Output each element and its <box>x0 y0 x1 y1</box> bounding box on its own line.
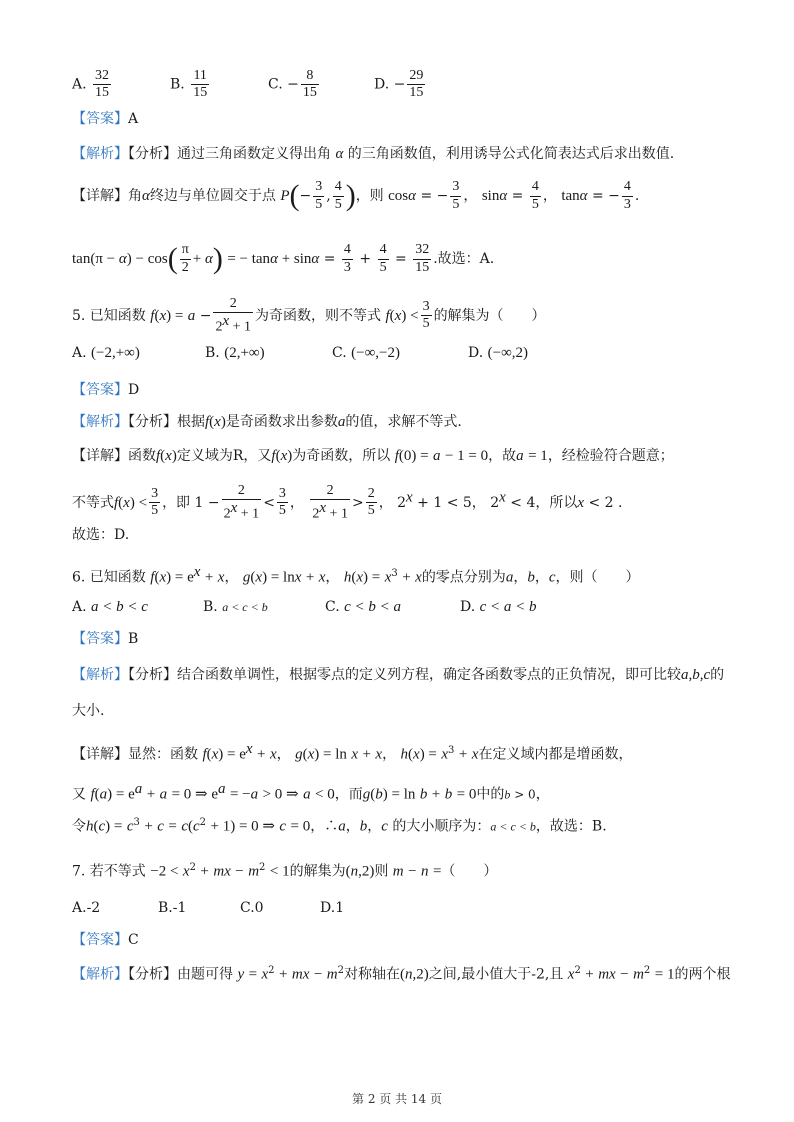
q4-option-c: C. − $\frac{8}{15}$ <box>268 68 317 101</box>
page-footer: 第 2 页 共 14 页 <box>352 1092 442 1106</box>
q6-option-a: A. a < b < c <box>72 599 148 615</box>
q6-analysis-cont: 大小. <box>72 703 105 719</box>
q6-detail: 【详解】显然：函数 $f(x) = e^x + x$， g(x) = ln x + x， $h(x) = x^3 + x$在定义域内都是增函数， <box>72 741 633 763</box>
q6-answer: 【答案】B <box>72 631 139 647</box>
q7-option-a: A.-2 <box>72 900 101 916</box>
q4-option-a: A. $\frac{32}{15}$ <box>72 68 110 101</box>
q4-option-b: B. $\frac{11}{15}$ <box>170 68 208 101</box>
q5-option-c: C. (−∞,−2) <box>332 345 400 361</box>
q6-option-b: B. a < c < b <box>203 599 268 615</box>
q7-option-d: D.1 <box>320 900 345 916</box>
q4-answer: 【答案】A <box>72 111 139 127</box>
q7-analysis: 【解析】【分析】由题可得 $y = x^2$ + mx − $m^2$对称轴在(n,2)之间,最小值大于-2,且 $x^2$ + mx − $m^2 = 1$的两个根 <box>72 965 731 983</box>
q5-option-d: D. (−∞,2) <box>468 345 529 361</box>
q5-conclusion: 故选：D. <box>72 527 130 543</box>
q6-analysis: 【解析】【分析】结合函数单调性，根据零点的定义列方程，确定各函数零点的正负情况，即可比较a,b,c的 <box>72 667 725 683</box>
q6-detail-fa: 又 $f(a) = e^a + a = 0$ ⇒ $e^a = -a > 0$ ⇒ a < 0，而g(b) = ln b + b = 0中的b > 0， <box>72 781 550 803</box>
q4-option-d: D. − $\frac{29}{15}$ <box>374 68 424 101</box>
q5-inequality: 不等式f(x) < $\frac{3}{5}$ ，即 1 − $\frac{2}{2^x + 1}$ < $\frac{3}{5}$ ， $\frac{2}{2^x + 1}$ > $\frac{2}{5}$ ， $2^x + 1 < 5$， $2^x < 4$，所以x < 2 . <box>72 483 623 522</box>
q6-detail-hc: 令$h(c) = c^3 + c = c(c^2 + 1) = 0$ ⇒ c = 0，∴a，b，c 的大小顺序为：a < c < b，故选：B. <box>72 817 607 835</box>
q5-analysis: 【解析】【分析】根据f(x)是奇函数求出参数a的值，求解不等式. <box>72 414 462 430</box>
q4-detail: 【详解】角α终边与单位圆交于点 P(− $\frac{3}{5}$ , $\frac{4}{5}$ )，则 cosα = − $\frac{3}{5}$ ， sinα = $\frac{4}{5}$ ， tanα = − $\frac{4}{3}$ . <box>72 179 640 212</box>
q5-answer: 【答案】D <box>72 382 140 398</box>
q7-answer: 【答案】C <box>72 932 139 948</box>
q6-option-c: C. c < b < a <box>325 599 402 615</box>
q7-stem: 7. 若不等式 $-2 < x^2$ + mx − $m^2 < 1$的解集为(n,2)则 m − n =（ ） <box>72 862 498 880</box>
q6-option-d: D. c < a < b <box>460 599 537 615</box>
q5-stem: 5. 已知函数 f(x) = a − $\frac{2}{2^x + 1}$ 为奇函数，则不等式 f(x) < $\frac{3}{5}$ 的解集为（ ） <box>72 296 546 335</box>
q5-detail: 【详解】函数f(x)定义域为R，又f(x)为奇函数，所以 f(0) = a − 1 = 0，故a = 1，经检验符合题意； <box>72 448 674 464</box>
q4-calculation: tan(π − α) − cos( $\frac{\pi}{2}$ + α) = − tanα + sinα = $\frac{4}{3}$ + $\frac{4}{5}$ = $\frac{32}{15}$ .故选：A. <box>72 242 495 275</box>
q6-stem: 6. 已知函数 $f(x) = e^x + x$， g(x) = lnx + x， $h(x) = x^3 + x$的零点分别为a，b，c，则（ ） <box>72 564 640 586</box>
q4-analysis: 【解析】【分析】通过三角函数定义得出角 α 的三角函数值，利用诱导公式化简表达式后求出数值. <box>72 146 675 162</box>
q5-option-b: B. (2,+∞) <box>205 345 265 361</box>
q5-option-a: A. (−2,+∞) <box>72 345 140 361</box>
q7-option-b: B.-1 <box>158 900 187 916</box>
q7-option-c: C.0 <box>240 900 264 916</box>
